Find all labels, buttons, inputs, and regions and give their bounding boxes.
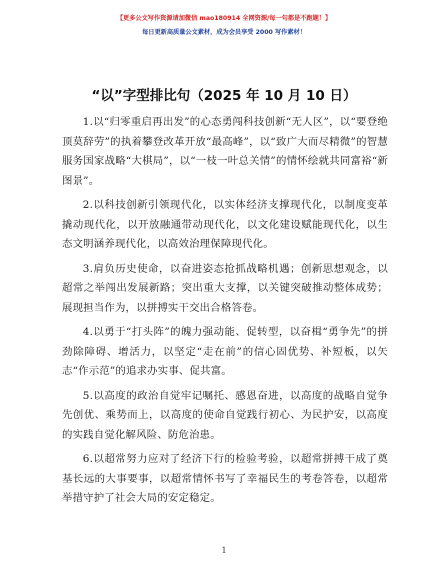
- paragraph-5: 5.以高度的政治自觉牢记嘱托、感恩奋进，以高度的战略自觉争先创优、乘势而上，以高度的使命自觉践行初心、为民护安，以高度的实践自觉化解风险、防危治患。: [62, 389, 388, 441]
- paragraph-6: 6.以超常努力应对了经济下行的检验考验，以超常拼搏干成了奠基长远的大事要事，以超常情怀书写了幸福民生的考卷答卷，以超常举措守护了社会大局的安定稳定。: [62, 453, 388, 504]
- page-number: 1: [221, 546, 227, 555]
- paragraph-4: 4.以勇于“打头阵”的魄力强动能、促转型，以奋楫“勇争先”的拼劲除障碍、增活力，以坚定“走在前”的信心固优势、补短板，以矢志“作示范”的追求办实事、促共富。: [62, 326, 388, 377]
- paragraph-2: 2.以科技创新引领现代化，以实体经济支撑现代化，以制度变革撬动现代化，以开放融通带动现代化，以文化建设赋能现代化，以生态文明涵养现代化，以高效治理保障现代化。: [62, 199, 388, 250]
- banner-promo-line: 【更多公文写作资源请加微信 mao180914 全网资源/每一句都是不跑题！】: [116, 15, 332, 22]
- paragraph-1: 1.以“归零重启再出发”的心态勇闯科技创新“无人区”，以“要登绝顶莫辞劳”的执着攀登改革开放“最高峰”，以“致广大而尽精微”的智慧服务国家战略“大棋局”，以“一枝一叶总关情”的情怀绘就共同富裕“新图景”。: [62, 116, 388, 187]
- document-body: [62, 113, 388, 514]
- document-title: “以”字型排比句（2025 年 10 月 10 日）: [91, 88, 357, 104]
- header-banner: [0, 14, 448, 38]
- paragraph-3: 3.肩负历史使命，以奋进姿态抢抓战略机遇；创新思想观念，以超常之举闯出发展新路；突出重大支撑，以关键突破推动整体成势；展现担当作为，以拼搏实干交出合格答卷。: [62, 262, 388, 314]
- banner-subtitle-line: 每日更新高质量公文素材，成为会员享受 2000 写作素材！: [142, 29, 306, 36]
